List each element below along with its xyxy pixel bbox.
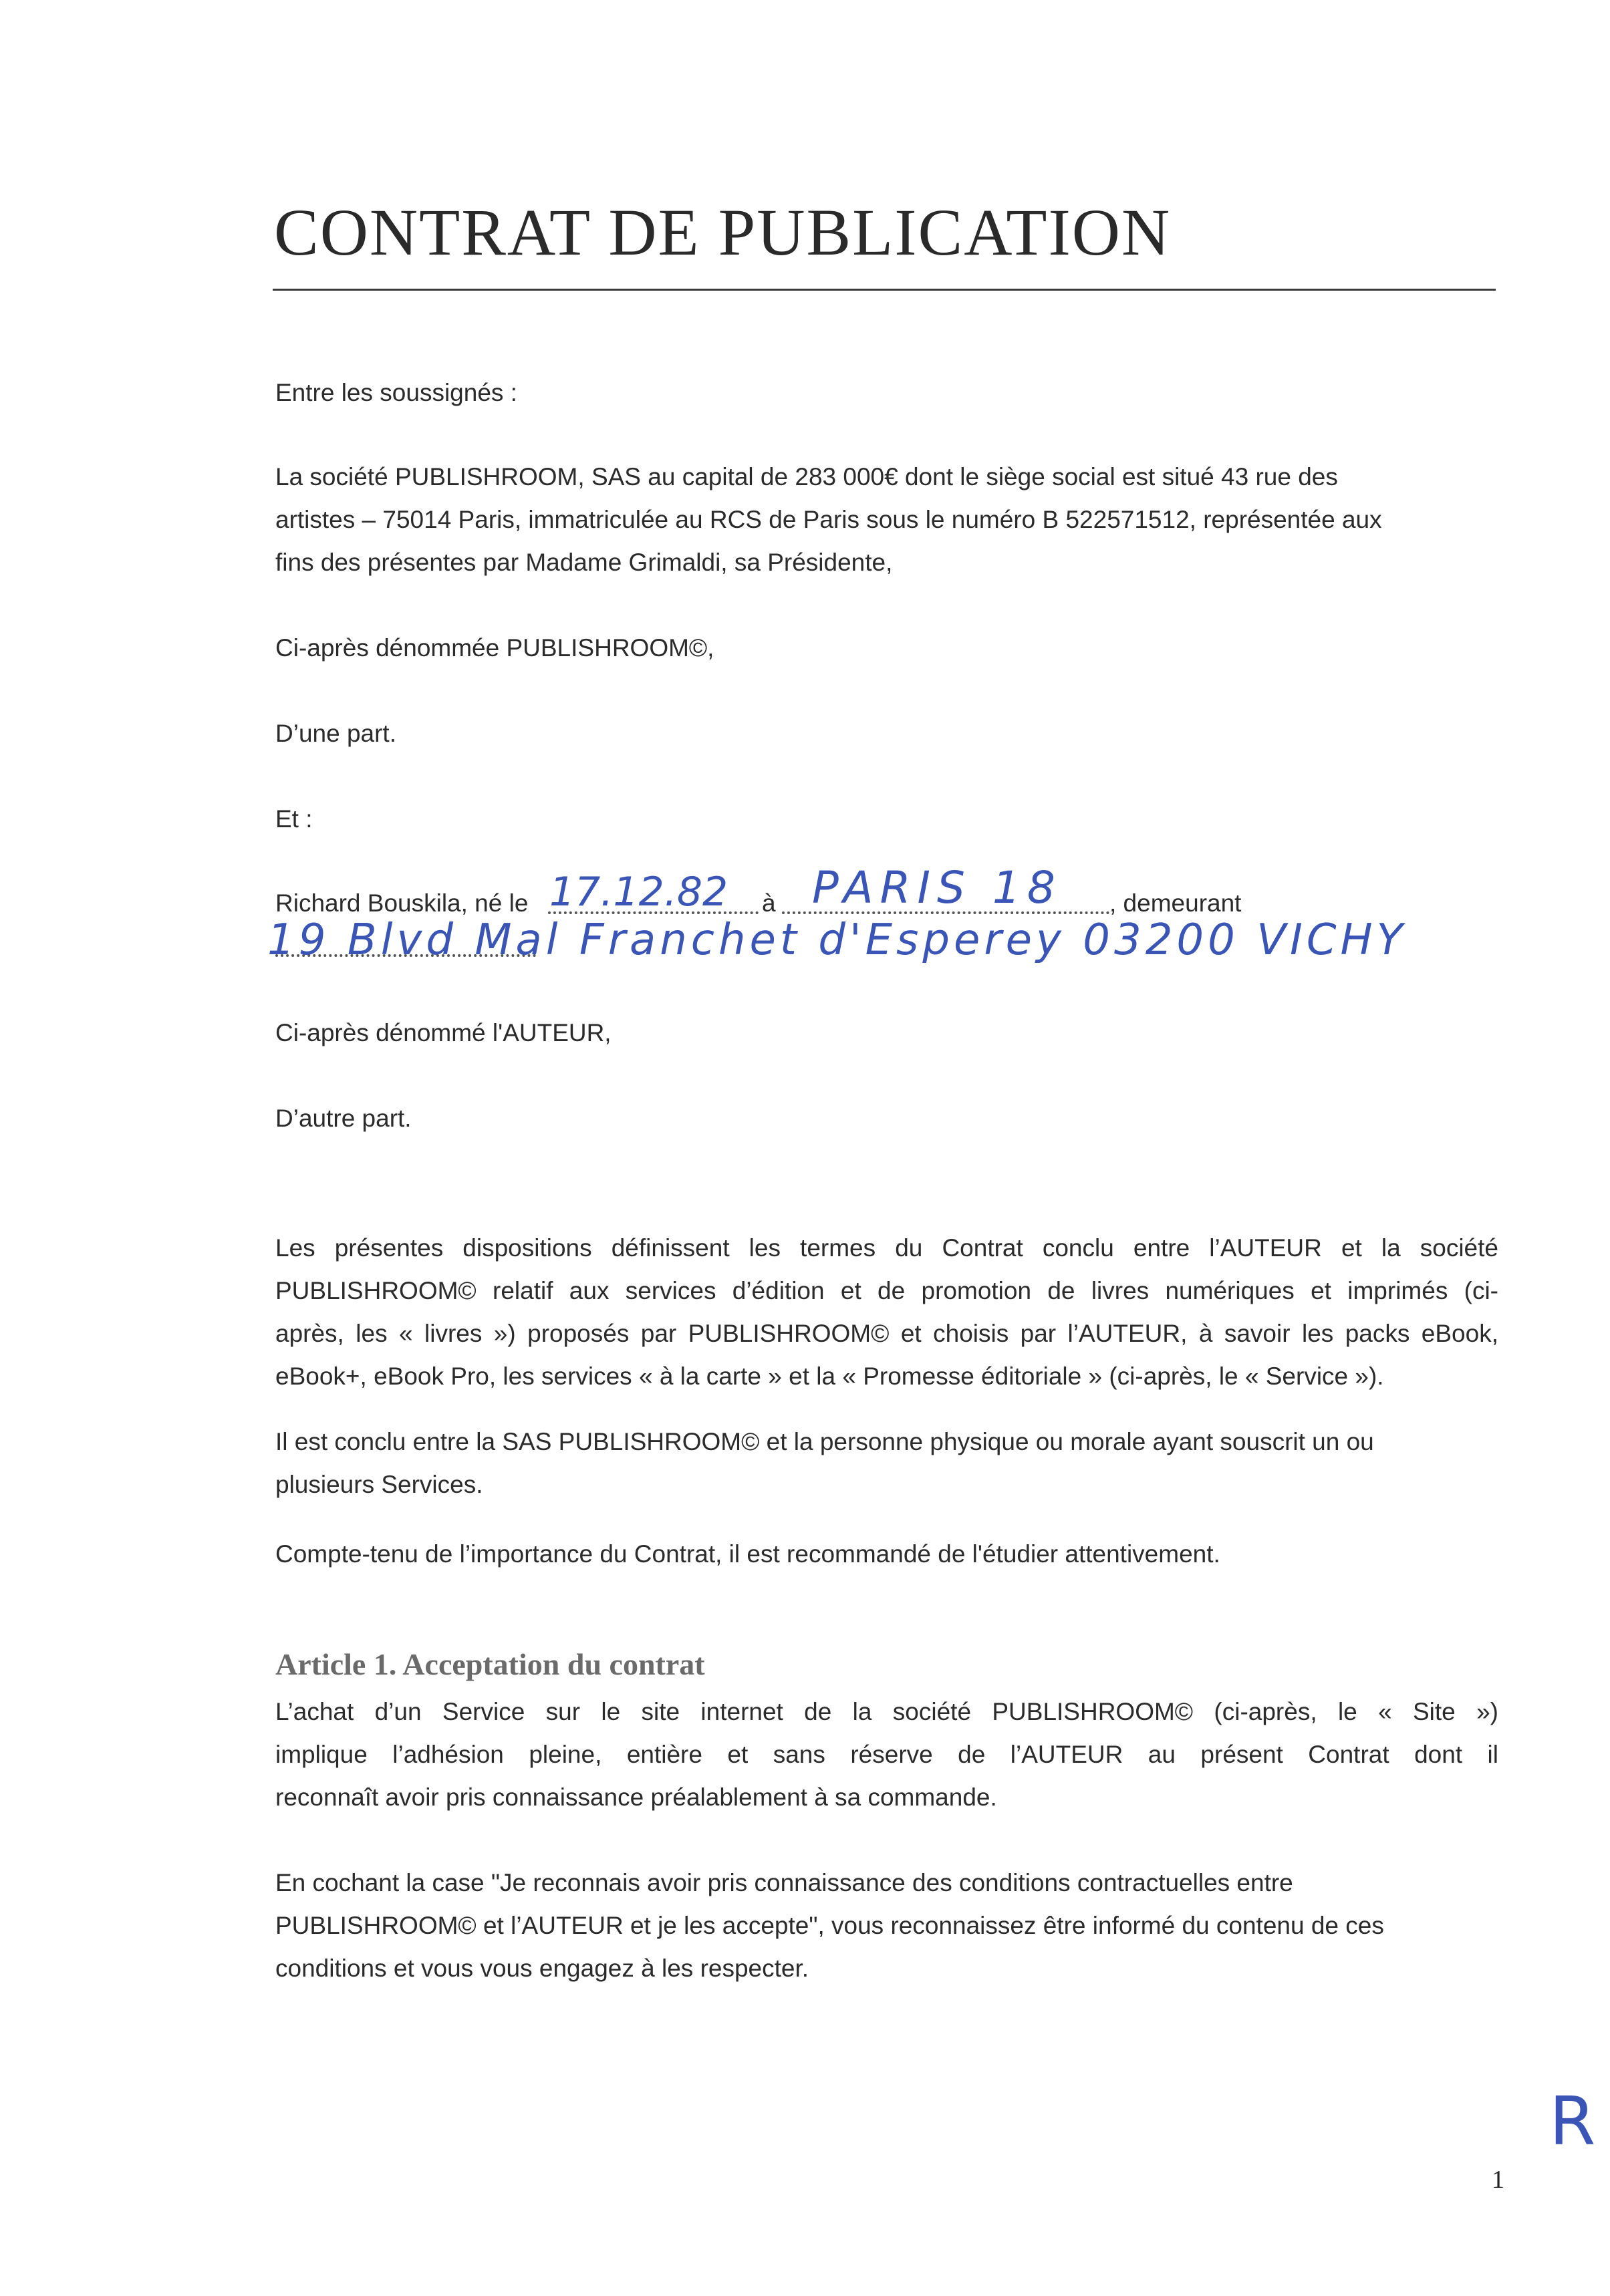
company-denomination: Ci-après dénommée PUBLISHROOM©, <box>275 634 714 662</box>
a-label: à <box>762 889 776 917</box>
page-number: 1 <box>1492 2166 1504 2194</box>
author-name-prefix: Richard Bouskila, né le <box>275 889 529 917</box>
preamble-p1-line-3: après, les « livres ») proposés par PUBLISHROOM© et choisis par l’AUTEUR, à savoir les packs eBook, <box>275 1320 1498 1347</box>
intro-text: Entre les soussignés : <box>275 379 517 406</box>
article-1-p1-line-2: implique l’adhésion pleine, entière et sans réserve de l’AUTEUR au présent Contrat dont il <box>275 1741 1498 1768</box>
preamble-p3: Compte-tenu de l’importance du Contrat, il est recommandé de l'étudier attentivement. <box>275 1540 1220 1568</box>
demeurant-label: , demeurant <box>1109 889 1242 917</box>
company-line-1: La société PUBLISHROOM, SAS au capital de 283 000€ dont le siège social est situé 43 rue des <box>275 463 1338 490</box>
preamble-p2-line-1: Il est conclu entre la SAS PUBLISHROOM© et la personne physique ou morale ayant souscrit un ou <box>275 1428 1374 1455</box>
birth-place-handwritten: PARIS 18 <box>812 862 1062 913</box>
company-part: D’une part. <box>275 720 396 747</box>
author-part: D’autre part. <box>275 1105 412 1132</box>
document-title: CONTRAT DE PUBLICATION <box>274 195 1172 269</box>
title-rule <box>273 289 1496 291</box>
article-1-p1-line-1: L’achat d’un Service sur le site internet de la société PUBLISHROOM© (ci-après, le « Site ») <box>275 1698 1498 1725</box>
author-denomination: Ci-après dénommé l'AUTEUR, <box>275 1019 612 1046</box>
preamble-p2-line-2: plusieurs Services. <box>275 1471 483 1498</box>
article-1-heading: Article 1. Acceptation du contrat <box>275 1647 705 1681</box>
preamble-p1-line-1: Les présentes dispositions définissent les termes du Contrat conclu entre l’AUTEUR et la société <box>275 1234 1498 1262</box>
article-1-p1-line-3: reconnaît avoir pris connaissance préalablement à sa commande. <box>275 1783 997 1811</box>
preamble-p1-line-2: PUBLISHROOM© relatif aux services d’édition et de promotion de livres numériques et imprimés (ci- <box>275 1277 1498 1304</box>
company-line-2: artistes – 75014 Paris, immatriculée au RCS de Paris sous le numéro B 522571512, représentée aux <box>275 506 1382 533</box>
article-1-p2-line-3: conditions et vous vous engagez à les respecter. <box>275 1955 809 1982</box>
company-line-3: fins des présentes par Madame Grimaldi, sa Présidente, <box>275 549 893 576</box>
article-1-p2-line-2: PUBLISHROOM© et l’AUTEUR et je les accepte", vous reconnaissez être informé du contenu de ces <box>275 1912 1384 1939</box>
address-handwritten: 19 Blvd Mal Franchet d'Esperey 03200 VICHY <box>267 915 1407 965</box>
handwritten-initial: R <box>1549 2082 1596 2160</box>
birth-date-handwritten: 17.12.82 <box>549 869 728 915</box>
article-1-p2-line-1: En cochant la case "Je reconnais avoir pris connaissance des conditions contractuelles entre <box>275 1869 1293 1896</box>
et-label: Et : <box>275 805 313 833</box>
preamble-p1-line-4: eBook+, eBook Pro, les services « à la carte » et la « Promesse éditoriale » (ci-après, le « Service »). <box>275 1362 1384 1390</box>
